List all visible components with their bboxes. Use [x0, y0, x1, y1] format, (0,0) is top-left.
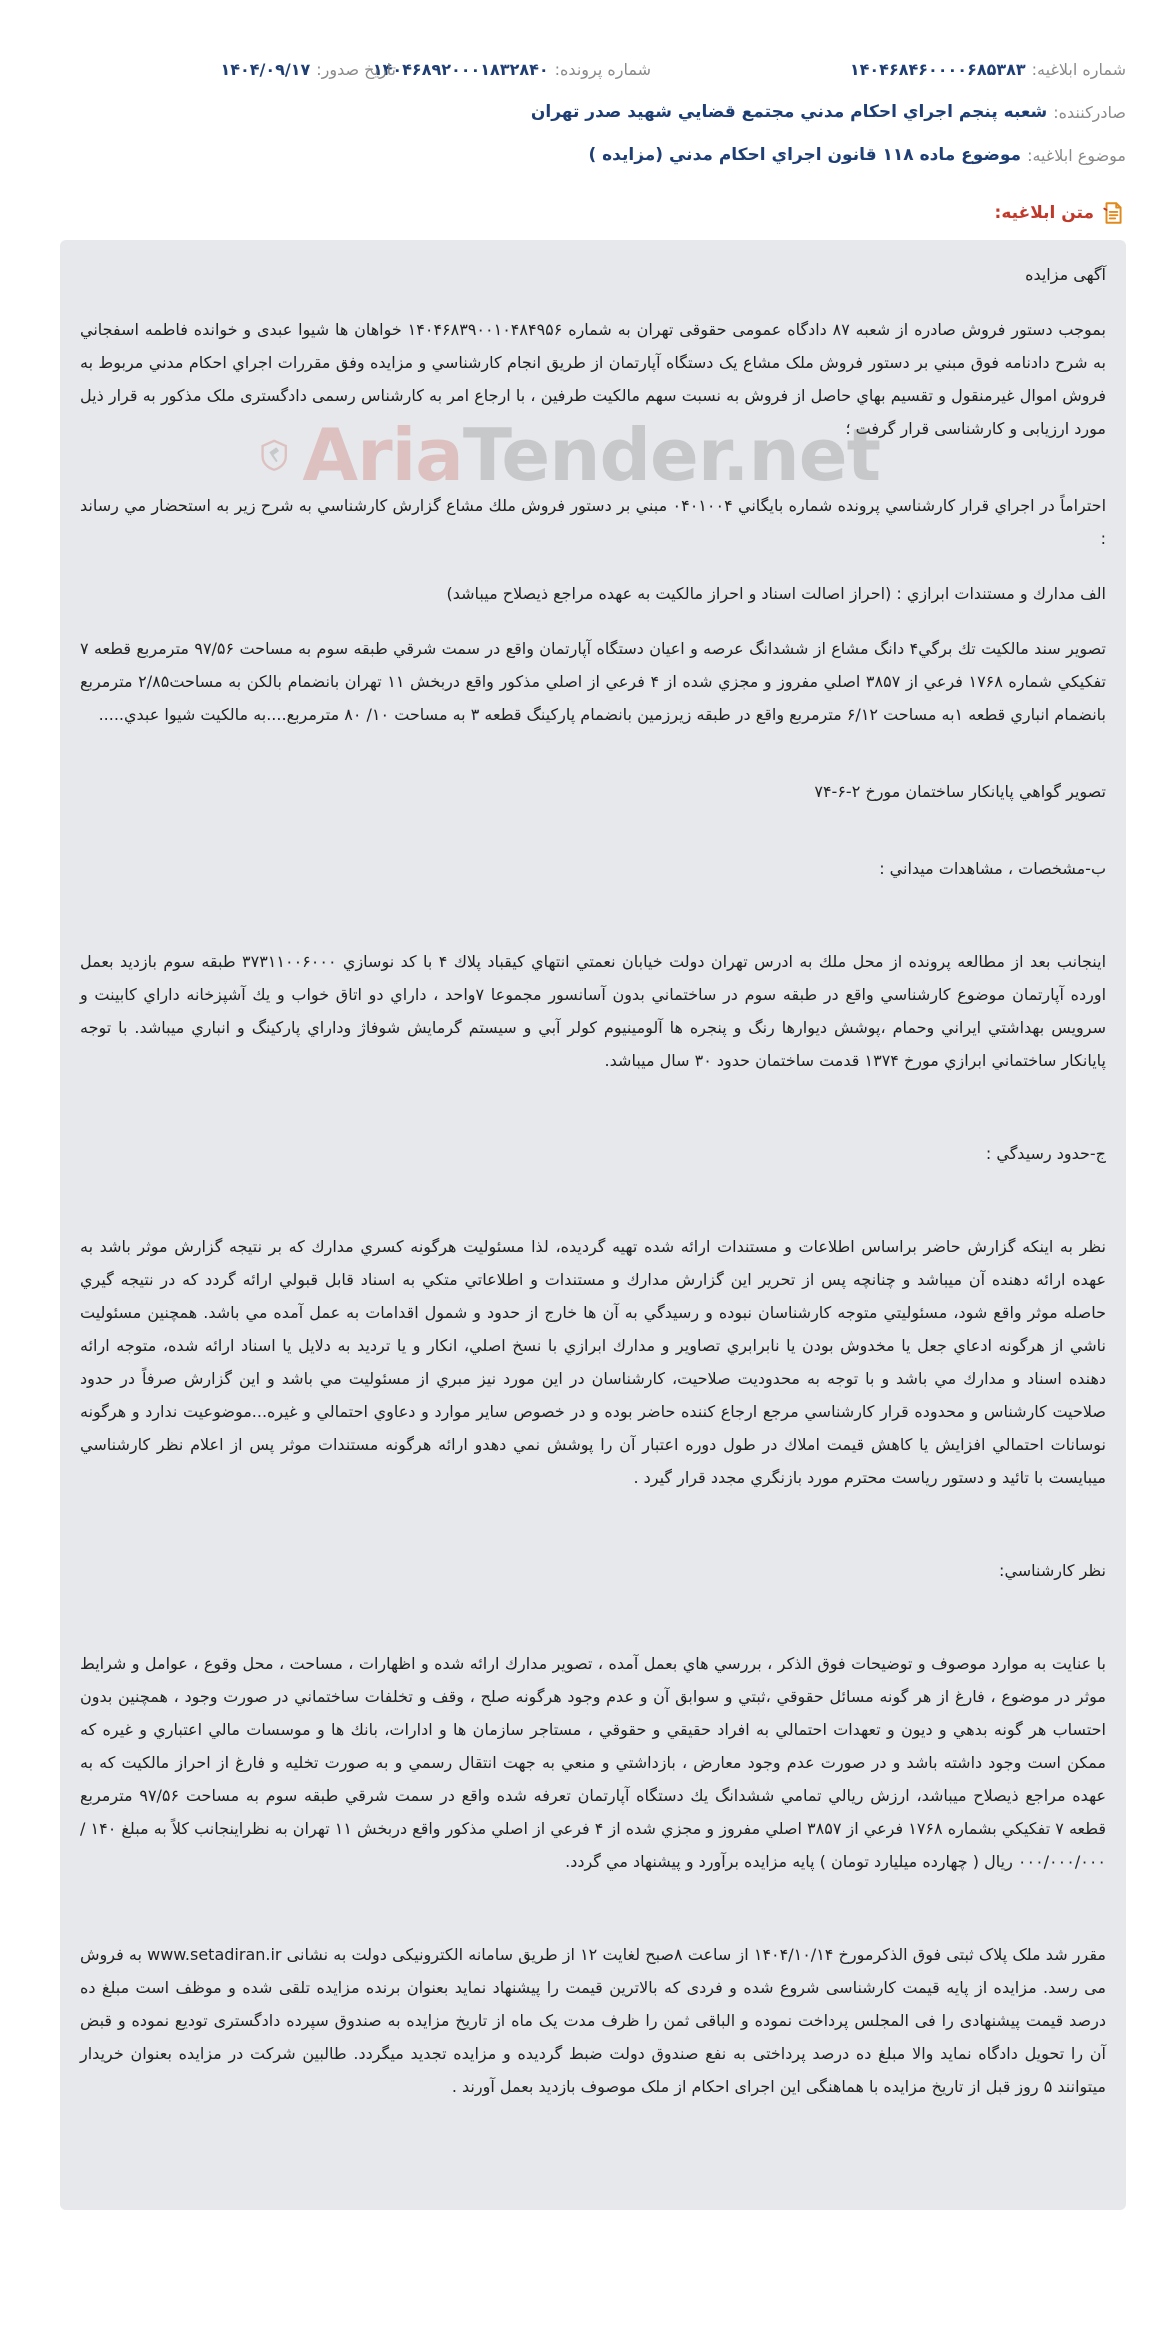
paragraph-deed: تصوير سند مالكيت تك برگي۴ دانگ مشاع از ششدانگ عرصه و اعيان دستگاه آپارتمان واقع در سمت شرقي طبقه سوم به مساحت ۹۷/۵۶ مترمربع قطعه ۷ تفكيكي شماره ۱۷۶۸ فرعي از ۳۸۵۷ اصلي مفروز و مجزي شده از ۴ فرعي از اصلي مذكور واقع دربخش ۱۱ تهران بانضمام بالكن به مساحت۲/۸۵ مترمربع بانضمام انباري قطعه ۱به مساحت ۶/۱۲ مترمربع واقع در طبقه زيرزمين بانضمام پاركينگ قطعه ۳ به مساحت ۱۰/ ۸۰ مترمربع....به مالكيت شيوا عبدي.....: [80, 639, 1107, 724]
file-number-value: ۱۴۰۴۶۸۹۲۰۰۰۱۸۳۲۸۴۰: [372, 59, 549, 79]
paragraph-scope-heading: ج-حدود رسيدگي :: [985, 1144, 1106, 1163]
notice-number: [850, 54, 1126, 84]
issuer-row: [48, 97, 1126, 127]
issuer-label: صادرکننده:: [1053, 102, 1126, 122]
watermark-brand-part1: Aria: [302, 413, 463, 497]
paragraph-documents-heading: الف مدارك و مستندات ابرازي : (احراز اصالت اسناد و احراز مالكيت به عهده مراجع ذيصلاح ميباشد): [446, 584, 1106, 603]
notice-meta-row: [48, 54, 1126, 84]
paragraph-order: بموجب دستور فروش صادره از شعبه ۸۷ دادگاه عمومی حقوقی تهران به شماره ۱۴۰۴۶۸۳۹۰۰۱۰۴۸۴۹۵۶ خواهان ها شیوا عبدی و خوانده فاطمه اسفجاني به شرح دادنامه فوق مبني بر دستور فروش ملک مشاع يک دستگاه آپارتمان از طريق انجام کارشناسي و مزايده وفق مقررات اجراي احکام مدني مربوط به فروش اموال غيرمنقول و تقسيم بهاي حاصل از فروش به نسبت سهم مالکيت طرفين ، با ارجاع امر به کارشناس رسمی دادگستری ملک مذکور به قرار ذیل مورد ارزیابی و کارشناسی قرار گرفت ؛: [80, 320, 1106, 438]
subject-label: موضوع ابلاغیه:: [1027, 145, 1126, 165]
notice-text-title: [995, 198, 1126, 228]
file-number-label: شماره پرونده:: [554, 59, 651, 79]
paragraph-field-heading: ب-مشخصات ، مشاهدات ميداني :: [879, 859, 1106, 878]
subject-value: موضوع ماده ۱۱۸ قانون اجراي احکام مدني (مزايده ): [588, 145, 1022, 165]
issue-date: [220, 54, 396, 84]
subject-row: [48, 140, 1126, 170]
paragraph-scope: نظر به اينكه گزارش حاضر براساس اطلاعات و مستندات ارائه شده تهيه گرديده، لذا مسئوليت هرگونه كسري مدارك كه بر نتيجه گزارش موثر باشد به عهده ارائه دهنده آن ميباشد و چنانچه پس از تحرير اين گزارش مدارك و مستندات و اطلاعاتي متكي به اسناد قابل قبولي ارائه گردد كه در نتيجه گيري حاصله موثر واقع شود، مسئوليتي متوجه كارشناسان نبوده و رسيدگي به آن ها خارج از حدود و شمول اقدامات به عمل آمده مي باشد. همچنين مسئوليت ناشي از هرگونه ادعاي جعل يا مخدوش بودن يا نابرابري تصاوير و مدارك ابرازي با نسخ اصلي، انكار و يا ترديد به دلايل يا اسناد ارائه شده، متوجه ارائه دهنده اسناد و مدارك مي باشد و با توجه به محدوديت صلاحيت، كارشناسان در اين مورد نيز مبري از مسئوليت مي باشد و اين گزارش صرفاً در حدود صلاحيت كارشناس و محدوده قرار كارشناسي مرجع ارجاع كننده حاضر بوده و در خصوص ساير موارد و دعاوي احتمالي و غيره...موضوعيت ندارد و هرگونه نوسانات احتمالي افزايش يا كاهش قيمت املاك در طول دوره اعتبار آن را پوشش نمي دهدو ارائه هرگونه مستندات موثر پس از اعلام نظر كارشناسي ميبايست با تائيد و دستور رياست محترم مورد بازنگري مجدد قرار گيرد .: [80, 1237, 1106, 1487]
issuer-value: شعبه پنجم اجراي احکام مدني مجتمع قضايي شهيد صدر تهران: [530, 102, 1048, 122]
notice-number-value: ۱۴۰۴۶۸۴۶۰۰۰۰۶۸۵۳۸۳: [849, 59, 1026, 79]
paragraph-opinion-heading: نظر كارشناسي:: [999, 1561, 1106, 1580]
document-text-icon: [1100, 200, 1126, 226]
notice-number-label: شماره ابلاغیه:: [1031, 59, 1126, 79]
watermark-brand-part2: Tender.net: [462, 413, 880, 497]
paragraph-intro: احتراماً در اجراي قرار كارشناسي پرونده شماره بايگاني ۰۴۰۱۰۰۴ مبني بر دستور فروش ملك مشاع گزارش كارشناسي به شرح زير به استحضار مي رساند :: [80, 496, 1107, 548]
notice-content: [60, 240, 1126, 2210]
issue-date-value: ۱۴۰۴/۰۹/۱۷: [220, 59, 311, 79]
notice-heading: آگهی مزایده: [1025, 265, 1106, 284]
paragraph-opinion: با عنايت به موارد موصوف و توضيحات فوق الذكر ، بررسي هاي بعمل آمده ، تصوير مدارك ارائه شده و اظهارات ، مساحت ، محل وقوع ، عوامل و شرايط موثر در موضوع ، فارغ از هر گونه مسائل حقوقي ،ثبتي و سوابق آن و عدم وجود هرگونه صلح ، وقف و تخلفات ساختماني در صورت وجود ، همچنين بدون احتساب هر گونه بدهي و ديون و تعهدات احتمالي به افراد حقيقي و حقوقي ، مستاجر سازمان ها و ادارات، بانك ها و موسسات مالي اعتباري و غيره كه ممكن است وجود داشته باشد و در صورت عدم وجود معارض ، بازداشتي و منعي به جهت انتقال رسمي و به صورت تخليه و فارغ از احراز مالكيت كه به عهده مراجع ذيصلاح ميباشد، ارزش ريالي تمامي ششدانگ يك دستگاه آپارتمان تعرفه شده واقع در سمت شرقي طبقه سوم به مساحت ۹۷/۵۶ مترمربع قطعه ۷ تفكيكي بشماره ۱۷۶۸ فرعي از ۳۸۵۷ اصلي مفروز و مجزي شده از ۴ فرعي از اصلي مذكور واقع دربخش ۱۱ تهران به نظراينجانب كلاً به مبلغ ۱۴۰ /۰۰۰/۰۰۰/۰۰۰ ريال ( چهارده ميليارد تومان ) پايه مزايده برآورد و پيشنهاد مي گردد.: [80, 1654, 1107, 1871]
issue-date-label: تاریخ صدور:: [316, 59, 396, 79]
paragraph-certificate: تصوير گواهي پايانكار ساختمان مورخ ۲-۶-۷۴: [814, 782, 1106, 801]
notice-text-title-label: متن ابلاغیه:: [994, 203, 1094, 223]
paragraph-field-observation: اينجانب بعد از مطالعه پرونده از محل ملك به ادرس تهران دولت خيابان نعمتي انتهاي كيقباد پلاك ۴ با كد نوسازي ۳۷۳۱۱۰۰۶۰۰۰ طبقه سوم بازديد بعمل اورده آپارتمان موضوع كارشناسي واقع در طبقه سوم در ساختماني بدون آسانسور مجموعا ۷واحد ، داراي دو اتاق خواب و يك آشپزخانه داراي كابينت و سرويس بهداشتي ايراني وحمام ،پوشش ديوارها رنگ و پنجره ها آلومينيوم كولر آبي و سيستم گرمايش شوفاژ وداراي پاركينگ و انباري ميباشد. با توجه پايانكار ساختماني ابرازي مورخ ۱۳۷۴ قدمت ساختمان حدود ۳۰ سال ميباشد.: [80, 952, 1107, 1070]
file-number: [373, 54, 651, 84]
paragraph-auction-terms: مقرر شد ملک پلاک ثبتی فوق الذکرمورخ ۱۴۰۴/۱۰/۱۴ از ساعت ۸صبح لغایت ۱۲ از طريق سامانه الکترونيکی دولت به نشانی www.setadiran.ir به فروش می رسد. مزايده از پايه قيمت کارشناسی شروع شده و فردی که بالاترين قيمت را پيشنهاد نمايد بعنوان برنده مزايده تلقی شده و موظف است مبلغ ده درصد قيمت پيشنهادی را فی المجلس پرداخت نموده و الباقی ثمن را ظرف مدت يک ماه از تاريخ مزايده به صندوق سپرده دادگستری توديع نموده و قبض آن را تحويل دادگاه نمايد والا مبلغ ده درصد پرداختی به نفع صندوق دولت ضبط گرديده و مزايده تجديد ميگردد. طالبين شرکت در مزايده بعنوان خريدار ميتوانند ۵ روز قبل از تاريخ مزايده با هماهنگی اين اجرای احکام از ملک موصوف بازديد بعمل آورند .: [80, 1945, 1106, 2096]
